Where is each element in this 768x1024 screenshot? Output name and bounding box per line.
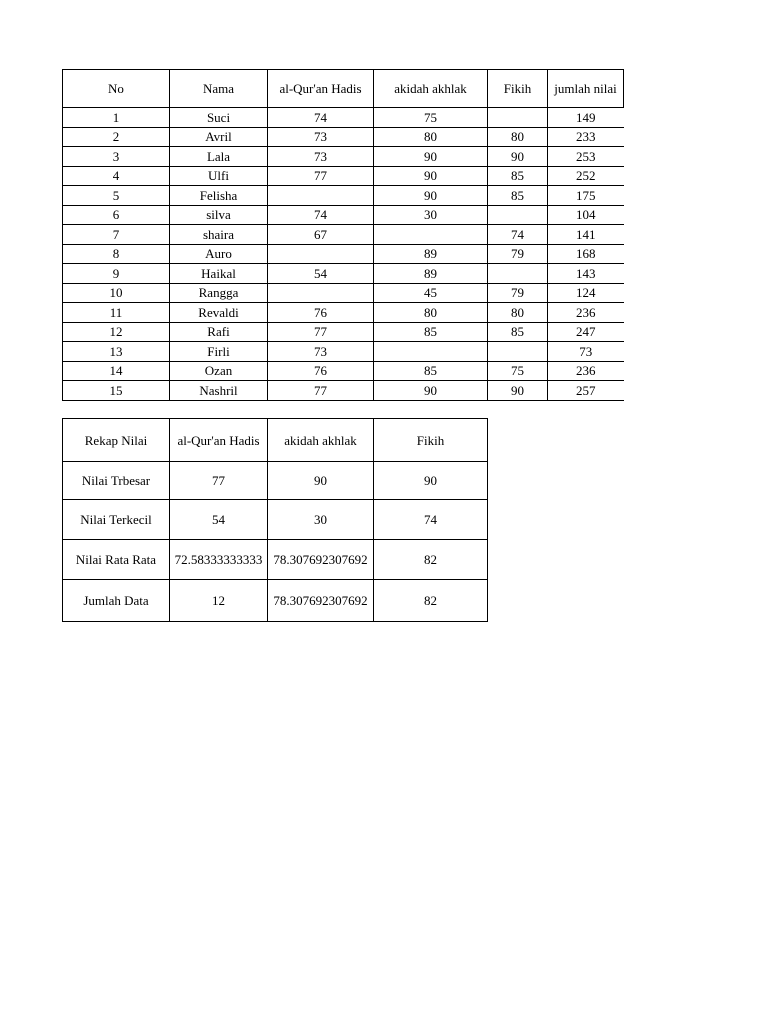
table-cell: 73 bbox=[268, 342, 374, 362]
table-cell bbox=[374, 342, 488, 362]
table-cell: 247 bbox=[548, 322, 624, 342]
table-cell: 13 bbox=[63, 342, 170, 362]
summary-cell: 82 bbox=[374, 580, 488, 622]
table-row bbox=[63, 264, 624, 284]
table-cell: Rafi bbox=[170, 322, 268, 342]
table-cell: Suci bbox=[170, 108, 268, 128]
table-cell: 77 bbox=[268, 166, 374, 186]
table-cell: 85 bbox=[374, 361, 488, 381]
table-cell bbox=[268, 244, 374, 264]
table-cell: 149 bbox=[548, 108, 624, 128]
table-cell: 75 bbox=[488, 361, 548, 381]
scores-column-header: al-Qur'an Hadis bbox=[268, 70, 374, 108]
table-cell: 80 bbox=[488, 303, 548, 323]
table-cell: 175 bbox=[548, 186, 624, 206]
table-cell: 45 bbox=[374, 283, 488, 303]
table-cell: Firli bbox=[170, 342, 268, 362]
table-cell: 14 bbox=[63, 361, 170, 381]
scores-column-header: Fikih bbox=[488, 70, 548, 108]
table-cell: Revaldi bbox=[170, 303, 268, 323]
table-cell: 7 bbox=[63, 225, 170, 245]
table-cell: 85 bbox=[374, 322, 488, 342]
table-cell: 10 bbox=[63, 283, 170, 303]
table-cell: 252 bbox=[548, 166, 624, 186]
table-cell bbox=[488, 264, 548, 284]
table-cell: 73 bbox=[268, 127, 374, 147]
summary-cell: 90 bbox=[268, 462, 374, 500]
table-row bbox=[63, 342, 624, 362]
table-cell: 80 bbox=[488, 127, 548, 147]
scores-table-body bbox=[63, 70, 624, 401]
summary-row bbox=[63, 462, 488, 500]
table-cell: 3 bbox=[63, 147, 170, 167]
summary-row bbox=[63, 500, 488, 540]
table-row bbox=[63, 186, 624, 206]
table-row bbox=[63, 225, 624, 245]
table-cell: 236 bbox=[548, 361, 624, 381]
table-cell: 73 bbox=[548, 342, 624, 362]
table-row bbox=[63, 147, 624, 167]
table-cell: 79 bbox=[488, 244, 548, 264]
scores-column-header: akidah akhlak bbox=[374, 70, 488, 108]
summary-column-header: akidah akhlak bbox=[268, 419, 374, 462]
table-cell: 5 bbox=[63, 186, 170, 206]
table-cell: 80 bbox=[374, 127, 488, 147]
scores-column-header: No bbox=[63, 70, 170, 108]
table-cell: 253 bbox=[548, 147, 624, 167]
table-cell: 90 bbox=[488, 147, 548, 167]
table-cell: 90 bbox=[374, 147, 488, 167]
table-row bbox=[63, 322, 624, 342]
table-cell: 79 bbox=[488, 283, 548, 303]
table-row bbox=[63, 283, 624, 303]
table-cell: 90 bbox=[374, 166, 488, 186]
table-row bbox=[63, 361, 624, 381]
table-cell: 90 bbox=[488, 381, 548, 401]
table-cell: 143 bbox=[548, 264, 624, 284]
table-cell: 124 bbox=[548, 283, 624, 303]
summary-cell: Jumlah Data bbox=[63, 580, 170, 622]
table-cell: 85 bbox=[488, 322, 548, 342]
table-cell: silva bbox=[170, 205, 268, 225]
table-row bbox=[63, 244, 624, 264]
table-cell: 74 bbox=[268, 205, 374, 225]
table-row bbox=[63, 108, 624, 128]
table-cell: 75 bbox=[374, 108, 488, 128]
table-cell: 104 bbox=[548, 205, 624, 225]
summary-column-header: al-Qur'an Hadis bbox=[170, 419, 268, 462]
table-cell bbox=[374, 225, 488, 245]
summary-cell: 54 bbox=[170, 500, 268, 540]
summary-table bbox=[62, 418, 488, 622]
table-cell: 141 bbox=[548, 225, 624, 245]
summary-cell: 30 bbox=[268, 500, 374, 540]
summary-cell: 77 bbox=[170, 462, 268, 500]
summary-cell: 82 bbox=[374, 540, 488, 580]
summary-column-header: Fikih bbox=[374, 419, 488, 462]
table-cell: 4 bbox=[63, 166, 170, 186]
table-cell: 85 bbox=[488, 186, 548, 206]
table-cell: 89 bbox=[374, 264, 488, 284]
table-cell: Lala bbox=[170, 147, 268, 167]
table-cell: 90 bbox=[374, 186, 488, 206]
summary-header-row bbox=[63, 419, 488, 462]
table-cell: 6 bbox=[63, 205, 170, 225]
table-cell: 12 bbox=[63, 322, 170, 342]
table-cell: 85 bbox=[488, 166, 548, 186]
table-cell: 168 bbox=[548, 244, 624, 264]
table-cell: 233 bbox=[548, 127, 624, 147]
table-cell: 80 bbox=[374, 303, 488, 323]
table-cell: shaira bbox=[170, 225, 268, 245]
table-cell: 73 bbox=[268, 147, 374, 167]
table-cell: Auro bbox=[170, 244, 268, 264]
scores-header-row bbox=[63, 70, 624, 108]
summary-row bbox=[63, 580, 488, 622]
summary-cell: 72.58333333333 bbox=[170, 540, 268, 580]
table-cell: Felisha bbox=[170, 186, 268, 206]
summary-cell: 12 bbox=[170, 580, 268, 622]
table-cell: Haikal bbox=[170, 264, 268, 284]
table-cell bbox=[488, 342, 548, 362]
table-row bbox=[63, 381, 624, 401]
table-cell: 30 bbox=[374, 205, 488, 225]
table-cell bbox=[268, 283, 374, 303]
table-cell bbox=[488, 205, 548, 225]
table-cell: 236 bbox=[548, 303, 624, 323]
table-cell: 54 bbox=[268, 264, 374, 284]
table-cell: 8 bbox=[63, 244, 170, 264]
summary-cell: 90 bbox=[374, 462, 488, 500]
table-cell: 77 bbox=[268, 322, 374, 342]
table-cell: 89 bbox=[374, 244, 488, 264]
scores-column-header: jumlah nilai bbox=[548, 70, 624, 108]
table-cell: Nashril bbox=[170, 381, 268, 401]
summary-cell: Nilai Trbesar bbox=[63, 462, 170, 500]
table-cell: 76 bbox=[268, 303, 374, 323]
summary-cell: Nilai Rata Rata bbox=[63, 540, 170, 580]
table-cell: 74 bbox=[268, 108, 374, 128]
table-cell: Ulfi bbox=[170, 166, 268, 186]
table-cell: 9 bbox=[63, 264, 170, 284]
table-cell bbox=[268, 186, 374, 206]
scores-table bbox=[62, 69, 624, 401]
table-cell: 90 bbox=[374, 381, 488, 401]
table-row bbox=[63, 127, 624, 147]
summary-table-body bbox=[63, 419, 488, 622]
table-cell: 76 bbox=[268, 361, 374, 381]
summary-row bbox=[63, 540, 488, 580]
table-cell: 77 bbox=[268, 381, 374, 401]
table-cell: Rangga bbox=[170, 283, 268, 303]
table-cell: 74 bbox=[488, 225, 548, 245]
summary-column-header: Rekap Nilai bbox=[63, 419, 170, 462]
table-cell: Ozan bbox=[170, 361, 268, 381]
table-cell: 15 bbox=[63, 381, 170, 401]
table-cell: 257 bbox=[548, 381, 624, 401]
table-cell: 1 bbox=[63, 108, 170, 128]
table-cell: 11 bbox=[63, 303, 170, 323]
table-cell bbox=[488, 108, 548, 128]
table-cell: 2 bbox=[63, 127, 170, 147]
table-row bbox=[63, 205, 624, 225]
summary-cell: Nilai Terkecil bbox=[63, 500, 170, 540]
summary-cell: 78.307692307692 bbox=[268, 580, 374, 622]
table-row bbox=[63, 166, 624, 186]
table-cell: Avril bbox=[170, 127, 268, 147]
table-cell: 67 bbox=[268, 225, 374, 245]
summary-cell: 78.307692307692 bbox=[268, 540, 374, 580]
summary-cell: 74 bbox=[374, 500, 488, 540]
table-row bbox=[63, 303, 624, 323]
scores-column-header: Nama bbox=[170, 70, 268, 108]
